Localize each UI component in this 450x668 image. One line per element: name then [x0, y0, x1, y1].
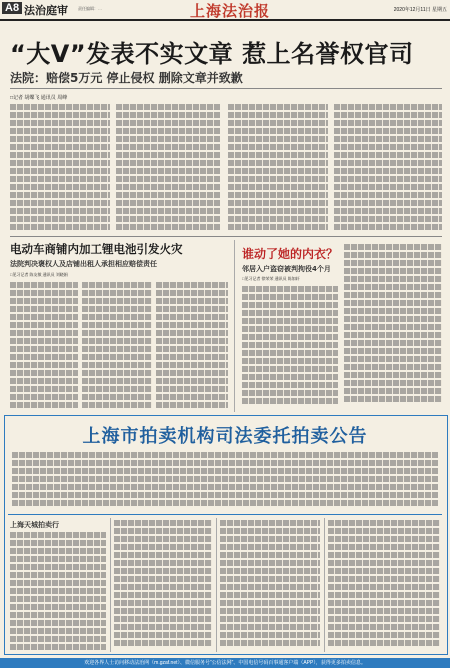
paper-name: 上海法治报 — [190, 2, 271, 20]
lead-byline: □记者 胡蝶飞 通讯员 周峰 — [10, 95, 68, 101]
auction-house-name: 上海天城拍卖行 — [10, 521, 59, 529]
auction-col-4 — [328, 520, 440, 652]
story3-headline: 谁动了她的内衣？ — [242, 247, 339, 261]
divider — [10, 236, 442, 237]
column-separator — [234, 240, 235, 412]
lead-subheadline: 法院：赔偿5万元 停止侵权 删除文章并致歉 — [10, 71, 243, 85]
story3-body-col-2 — [344, 244, 442, 410]
story3-subheadline: 邻居入户盗窃被判拘役4个月 — [242, 265, 331, 273]
auction-col-3 — [220, 520, 320, 652]
lead-body-col-2 — [116, 104, 220, 232]
page-number: A8 — [2, 2, 22, 14]
footer-banner: 欢迎各界人士访问移动法治网（m.gzaf.net）、微信服务号“公信法网”、中国电信号码百事通客户端（APP），获得更多拍卖信息。 — [0, 658, 450, 668]
story2-body-col-2 — [82, 282, 152, 410]
auction-col-1 — [10, 532, 106, 652]
lead-body-col-1 — [10, 104, 110, 232]
story2-byline: □见习记者 陈友敏 通讯员 刘晓娟 — [10, 272, 68, 277]
column-separator — [324, 518, 325, 652]
column-separator — [110, 518, 111, 652]
story2-subheadline: 法院判决褒权人及店铺出租人承担相应赔偿责任 — [10, 260, 157, 268]
story2-body-col-1 — [10, 282, 78, 410]
divider — [10, 88, 442, 89]
auction-intro-text — [12, 452, 438, 510]
lead-body-col-4 — [334, 104, 442, 232]
story3-body-col-1 — [242, 286, 338, 410]
lead-body-col-3 — [228, 104, 328, 232]
lead-headline: “大V”发表不实文章 惹上名誉权官司 — [10, 40, 414, 68]
auction-col-2 — [114, 520, 212, 652]
section-title: 法治庭审 — [24, 5, 68, 17]
story2-headline: 电动车商铺内加工锂电池引发火灾 — [10, 242, 183, 256]
story3-byline: □见习记者 徐荣荣 通讯员 陈如轩 — [242, 276, 300, 281]
editor-line: 责任编辑：… — [78, 6, 102, 11]
divider — [8, 514, 442, 515]
column-separator — [216, 518, 217, 652]
issue-date: 2020年12月11日 星期五 — [393, 7, 447, 13]
story2-body-col-3 — [156, 282, 228, 410]
auction-title: 上海市拍卖机构司法委托拍卖公告 — [82, 426, 368, 447]
